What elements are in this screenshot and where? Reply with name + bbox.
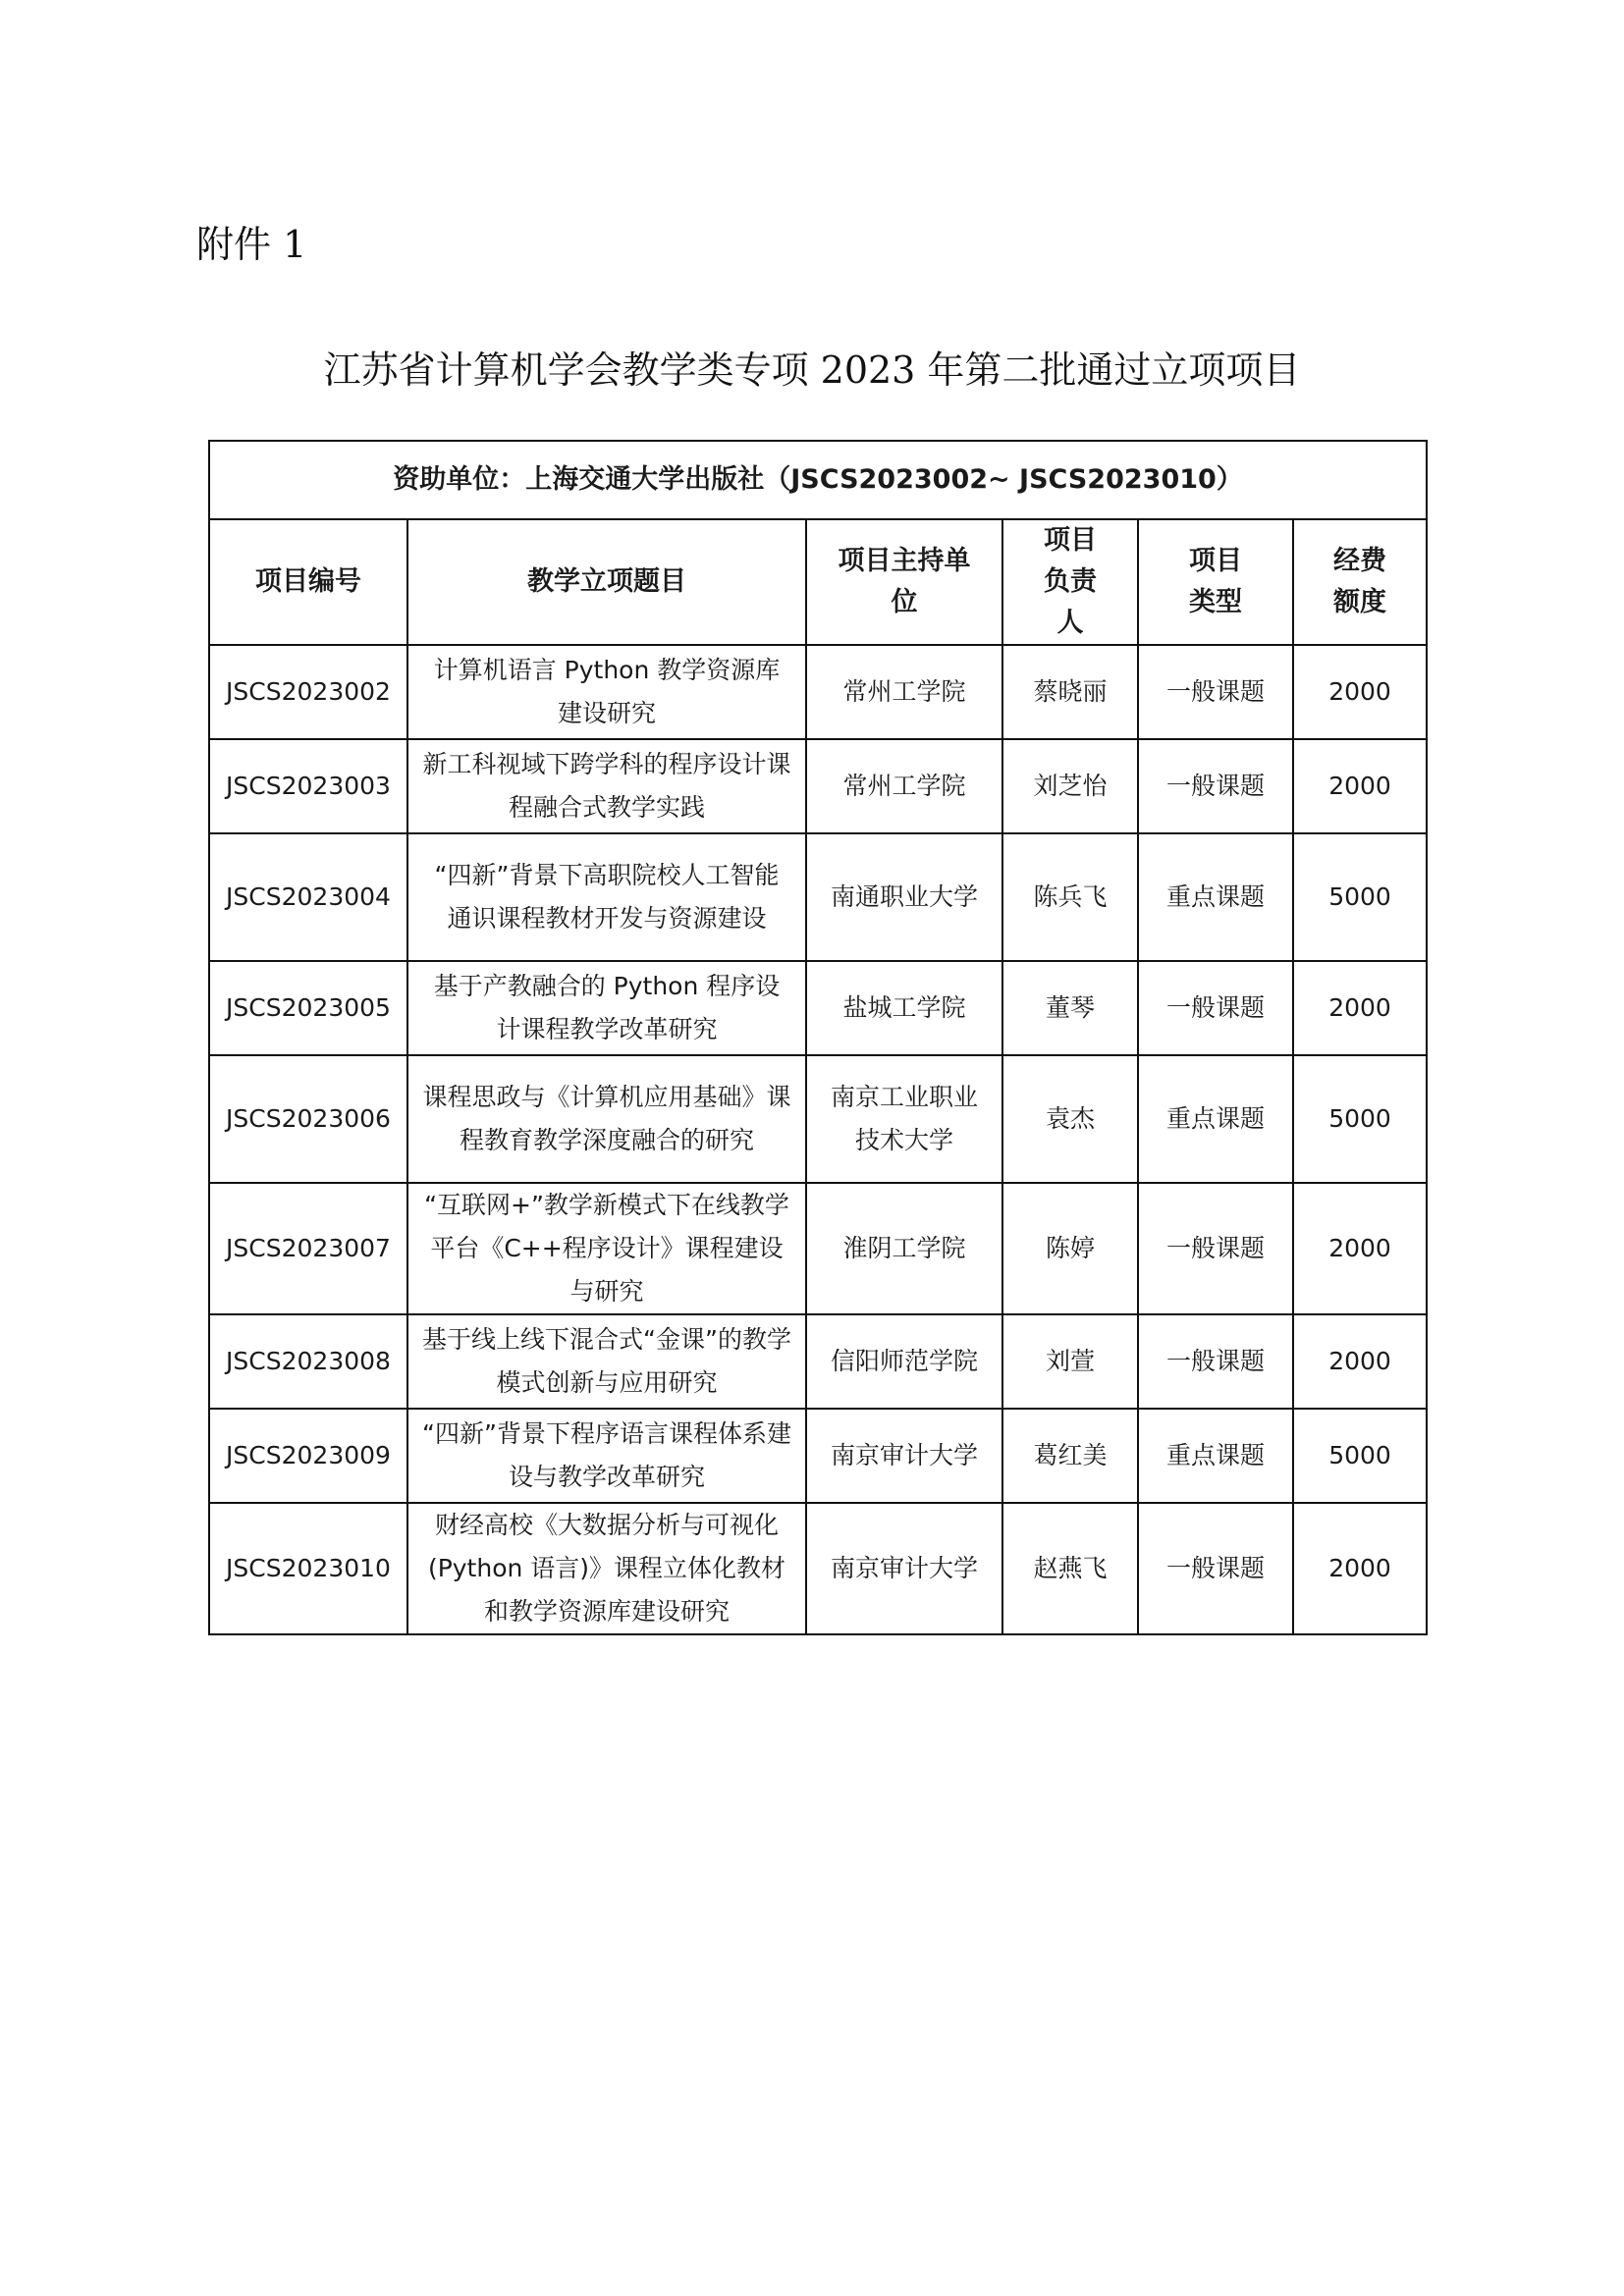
cell-type-text: 重点课题 [1165, 1104, 1265, 1133]
cell-title [407, 961, 806, 1055]
cell-leader [1002, 961, 1138, 1055]
cell-leader-text: 袁杰 [1045, 1104, 1095, 1133]
cell-code-text: JSCS2023009 [226, 1441, 391, 1469]
cell-unit-text: 南通职业大学 [830, 882, 978, 911]
table-row [209, 1183, 1427, 1314]
cell-amount-text: 5000 [1328, 882, 1391, 911]
cell-amount [1293, 739, 1427, 833]
cell-code [209, 961, 407, 1055]
cell-title-text: 基于产教融合的 Python 程序设计课程教学改革研究 [433, 972, 781, 1043]
cell-code [209, 1503, 407, 1634]
cell-unit [806, 739, 1002, 833]
cell-unit-text: 信阳师范学院 [830, 1347, 978, 1375]
cell-code [209, 645, 407, 739]
cell-leader [1002, 1314, 1138, 1409]
cell-code-text: JSCS2023002 [226, 677, 391, 706]
cell-amount [1293, 1055, 1427, 1183]
header-code: 项目编号 [209, 519, 407, 645]
cell-title-text: 财经高校《大数据分析与可视化(Python 语言)》课程立体化教材和教学资源库建设研究 [427, 1511, 786, 1626]
header-type: 项目类型 [1138, 519, 1293, 645]
cell-type-text: 一般课题 [1165, 677, 1265, 706]
table-row [209, 645, 1427, 739]
cell-amount-text: 5000 [1328, 1104, 1391, 1133]
cell-title [407, 833, 806, 961]
cell-code [209, 1409, 407, 1503]
cell-unit [806, 645, 1002, 739]
header-unit: 项目主持单位 [806, 519, 1002, 645]
cell-amount [1293, 1503, 1427, 1634]
cell-title [407, 645, 806, 739]
cell-unit [806, 1183, 1002, 1314]
cell-unit-text: 盐城工学院 [842, 993, 966, 1022]
cell-type-text: 重点课题 [1165, 882, 1265, 911]
cell-unit-text: 常州工学院 [842, 772, 966, 800]
cell-type [1138, 1055, 1293, 1183]
cell-unit-text: 南京审计大学 [830, 1441, 978, 1469]
cell-code-text: JSCS2023007 [226, 1234, 391, 1262]
cell-leader [1002, 1503, 1138, 1634]
cell-leader-text: 陈婷 [1045, 1234, 1095, 1262]
cell-leader [1002, 1409, 1138, 1503]
cell-type-text: 一般课题 [1165, 1234, 1265, 1262]
cell-amount-text: 2000 [1328, 1347, 1391, 1375]
cell-type [1138, 645, 1293, 739]
document-title: 江苏省计算机学会教学类专项 2023 年第二批通过立项项目 [323, 348, 1301, 392]
cell-code [209, 1183, 407, 1314]
cell-leader [1002, 645, 1138, 739]
cell-title [407, 1183, 806, 1314]
cell-leader-text: 葛红美 [1033, 1441, 1108, 1469]
cell-code [209, 1055, 407, 1183]
cell-title [407, 739, 806, 833]
cell-type [1138, 833, 1293, 961]
cell-code [209, 739, 407, 833]
header-amount: 经费额度 [1293, 519, 1427, 645]
cell-title [407, 1314, 806, 1409]
cell-code-text: JSCS2023005 [226, 993, 391, 1022]
table-row [209, 1055, 1427, 1183]
cell-title-text: “互联网+”教学新模式下在线教学平台《C++程序设计》课程建设与研究 [424, 1191, 789, 1306]
cell-leader [1002, 1055, 1138, 1183]
table-row [209, 833, 1427, 961]
cell-unit [806, 1314, 1002, 1409]
table-row [209, 961, 1427, 1055]
cell-code-text: JSCS2023008 [226, 1347, 391, 1375]
cell-unit-text: 淮阴工学院 [842, 1234, 966, 1262]
cell-leader-text: 董琴 [1045, 993, 1095, 1022]
cell-title-text: “四新”背景下程序语言课程体系建设与教学改革研究 [422, 1419, 791, 1491]
cell-title-text: “四新”背景下高职院校人工智能 通识课程教材开发与资源建设 [434, 861, 780, 933]
table-row [209, 739, 1427, 833]
cell-code [209, 1314, 407, 1409]
table-row [209, 1314, 1427, 1409]
cell-unit [806, 1055, 1002, 1183]
cell-title [407, 1055, 806, 1183]
header-leader: 项目负责人 [1002, 519, 1138, 645]
cell-amount-text: 2000 [1328, 772, 1391, 800]
cell-type-text: 重点课题 [1165, 1441, 1265, 1469]
cell-title [407, 1503, 806, 1634]
cell-amount-text: 2000 [1328, 1234, 1391, 1262]
cell-amount-text: 2000 [1328, 993, 1391, 1022]
cell-leader-text: 陈兵飞 [1033, 882, 1108, 911]
cell-amount [1293, 1409, 1427, 1503]
header-title: 教学立项题目 [407, 519, 806, 645]
cell-amount-text: 2000 [1328, 1554, 1391, 1582]
cell-leader-text: 刘萱 [1045, 1347, 1095, 1375]
cell-type-text: 一般课题 [1165, 1554, 1265, 1582]
cell-title-text: 课程思政与《计算机应用基础》课程教育教学深度融合的研究 [422, 1083, 791, 1154]
cell-type [1138, 961, 1293, 1055]
cell-amount-text: 2000 [1328, 677, 1391, 706]
cell-title [407, 1409, 806, 1503]
cell-type [1138, 1409, 1293, 1503]
cell-type-text: 一般课题 [1165, 772, 1265, 800]
cell-leader-text: 蔡晓丽 [1033, 677, 1108, 706]
cell-leader [1002, 1183, 1138, 1314]
cell-title-text: 基于线上线下混合式“金课”的教学模式创新与应用研究 [422, 1325, 791, 1397]
header-row [209, 519, 1427, 645]
funder-row [209, 441, 1427, 519]
cell-amount [1293, 1183, 1427, 1314]
project-table [208, 440, 1428, 1635]
cell-unit-text: 南京审计大学 [830, 1554, 978, 1582]
table-body [209, 645, 1427, 1634]
cell-type [1138, 1314, 1293, 1409]
cell-type-text: 一般课题 [1165, 993, 1265, 1022]
cell-type-text: 一般课题 [1165, 1347, 1265, 1375]
cell-code-text: JSCS2023003 [226, 772, 391, 800]
cell-amount [1293, 1314, 1427, 1409]
cell-code-text: JSCS2023004 [226, 882, 391, 911]
cell-leader-text: 赵燕飞 [1033, 1554, 1108, 1582]
cell-leader [1002, 739, 1138, 833]
cell-code-text: JSCS2023006 [226, 1104, 391, 1133]
cell-title-text: 计算机语言 Python 教学资源库建设研究 [433, 656, 781, 727]
cell-amount [1293, 961, 1427, 1055]
cell-amount-text: 5000 [1328, 1441, 1391, 1469]
cell-type [1138, 1503, 1293, 1634]
cell-amount [1293, 833, 1427, 961]
cell-unit [806, 1503, 1002, 1634]
table-row [209, 1409, 1427, 1503]
cell-leader-text: 刘芝怡 [1033, 772, 1108, 800]
table-row [209, 1503, 1427, 1634]
cell-unit [806, 833, 1002, 961]
cell-unit-text: 常州工学院 [842, 677, 966, 706]
attachment-label: 附件 1 [196, 223, 307, 266]
cell-unit-text: 南京工业职业技术大学 [830, 1083, 978, 1154]
cell-code-text: JSCS2023010 [226, 1554, 391, 1582]
cell-unit [806, 961, 1002, 1055]
cell-code [209, 833, 407, 961]
cell-leader [1002, 833, 1138, 961]
cell-amount [1293, 645, 1427, 739]
cell-title-text: 新工科视域下跨学科的程序设计课程融合式教学实践 [422, 750, 791, 822]
cell-type [1138, 739, 1293, 833]
funder-line: 资助单位：上海交通大学出版社（JSCS2023002~ JSCS2023010） [209, 441, 1427, 519]
cell-type [1138, 1183, 1293, 1314]
cell-unit [806, 1409, 1002, 1503]
